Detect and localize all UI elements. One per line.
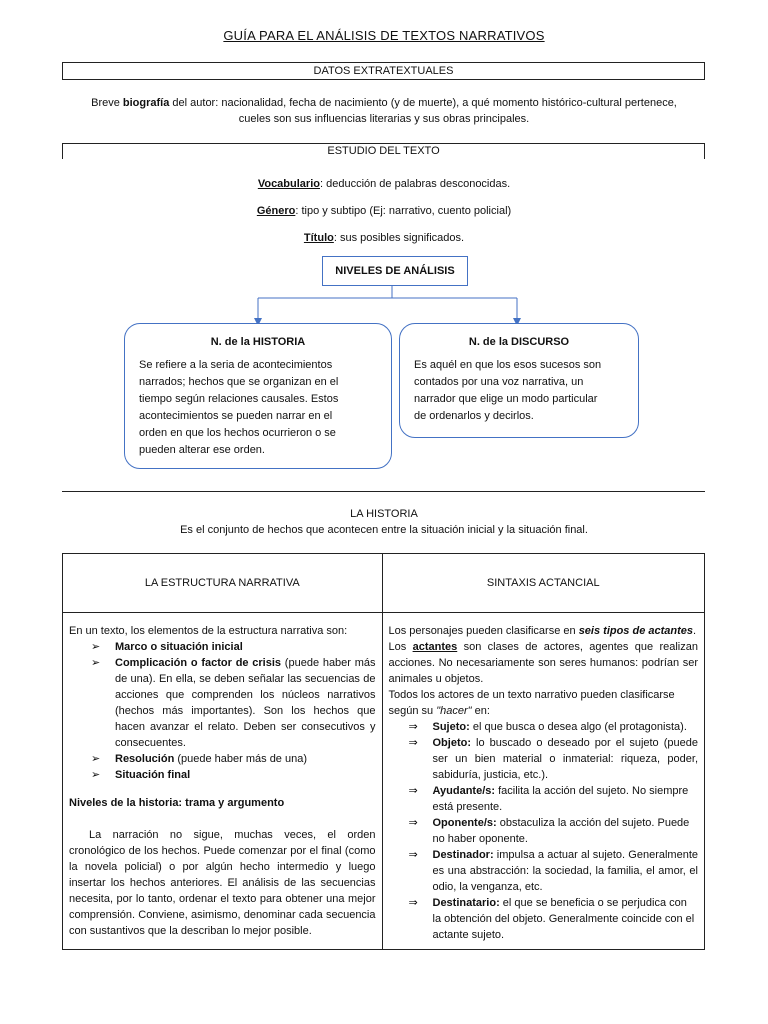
actante-bold: Destinatario: xyxy=(432,897,500,909)
genero-label: Género xyxy=(256,205,296,217)
niveles-historia-paragraph: La narración no sigue, muchas veces, el orden cronológico de los hechos. Puede comenzar por el final (como la novela policial) o por algún hecho intermedio y luego insertar los hechos anteriores. El análisis de las secuencias necesita, por lo tanto, ordenar el texto para obtener una mejor comprensión. Conviene, asimismo, denominar cada secuencia con sustantivos que la describan lo mejor posible. xyxy=(69,829,376,937)
implies-arrow-icon: ⇒ xyxy=(408,849,418,861)
implies-arrow-icon: ⇒ xyxy=(408,737,418,749)
actante-text: el que se beneficia o se perjudica con la obtención del objeto. Generalmente coincide con el actante sujeto. xyxy=(432,897,695,941)
nivel-historia-body xyxy=(139,357,377,459)
estructura-intro: En un texto, los elementos de la estructura narrativa son: xyxy=(69,625,348,637)
nivel-discurso-heading: N. de la DISCURSO xyxy=(468,336,570,348)
arrow-bullet-icon: ➢ xyxy=(91,657,101,669)
arrow-bullet-icon: ➢ xyxy=(91,753,101,765)
implies-arrow-icon: ⇒ xyxy=(408,785,418,797)
item-bold: Resolución xyxy=(115,753,175,765)
nivel-discurso-box xyxy=(399,323,639,438)
vocabulario-label: Vocabulario xyxy=(257,178,320,190)
col-header-sintaxis: SINTAXIS ACTANCIAL xyxy=(382,554,705,613)
implies-arrow-icon: ⇒ xyxy=(408,817,418,829)
item-bold: Complicación o factor de crisis xyxy=(115,657,282,669)
list-item xyxy=(389,815,699,847)
implies-arrow-icon: ⇒ xyxy=(408,897,418,909)
biografia-line2: cueles son sus influencias literarias y sus obras principales. xyxy=(238,113,530,125)
genero-text: : tipo y subtipo (Ej: narrativo, cuento policial) xyxy=(295,205,512,217)
table-header-row xyxy=(63,554,705,613)
list-item xyxy=(389,895,699,943)
actante-text: facilita la acción del sujeto. No siempre está presente. xyxy=(432,785,689,813)
list-item xyxy=(69,751,376,767)
titulo-text: : sus posibles significados. xyxy=(333,232,465,244)
historia-line: Se refiere a la seria de acontecimientos xyxy=(139,359,333,371)
historia-line: acontecimientos se pueden narrar en el xyxy=(139,410,333,422)
table-body-row xyxy=(63,613,705,950)
actante-text: impulsa a actuar al sujeto. Generalmente es una abstracción: la sociedad, la familia, el amor, el odio, la venganza, etc. xyxy=(432,849,698,893)
list-item xyxy=(389,783,699,815)
estructura-cell xyxy=(63,613,383,950)
titulo-label: Título xyxy=(303,232,334,244)
actante-bold: Oponente/s: xyxy=(432,817,497,829)
discurso-line: narrador que elige un modo particular xyxy=(414,393,598,405)
actante-text: lo buscado o deseado por el sujeto (puede ser un bien material o inmaterial: riqueza, poder, sabiduría, justicia, etc.). xyxy=(432,737,698,781)
sintaxis-cell xyxy=(382,613,705,950)
historia-line: tiempo según relaciones causales. Estos xyxy=(139,393,339,405)
p2-pre: Los xyxy=(388,641,413,653)
list-item xyxy=(69,655,376,751)
p2-post: son clases de actores, agentes que realizan acciones. No necesariamente son seres humanos: podrían ser animales u objetos. xyxy=(388,641,698,685)
p1-pre: Los personajes pueden clasificarse en xyxy=(388,625,579,637)
list-item xyxy=(69,767,376,783)
item-bold: Situación final xyxy=(115,769,191,781)
nivel-historia-box xyxy=(124,323,392,469)
item-bold: Marco o situación inicial xyxy=(115,641,243,653)
list-item xyxy=(389,847,699,895)
vocabulario-text: : deducción de palabras desconocidas. xyxy=(319,178,511,190)
implies-arrow-icon: ⇒ xyxy=(408,721,418,733)
section-divider xyxy=(62,491,705,492)
actante-bold: Sujeto: xyxy=(432,721,470,733)
discurso-line: de ordenarlos y decirlos. xyxy=(414,410,534,422)
biografia-bold: biografía xyxy=(122,97,170,109)
p3-italic: "hacer" xyxy=(436,705,472,717)
list-item xyxy=(69,639,376,655)
nivel-discurso-body xyxy=(414,357,624,425)
niveles-analisis-box: NIVELES DE ANÁLISIS xyxy=(322,256,468,286)
item-text: (puede haber más de una) xyxy=(174,753,307,765)
list-item xyxy=(389,735,699,783)
arrow-bullet-icon: ➢ xyxy=(91,641,101,653)
p3-pre: Todos los actores de un texto narrativo pueden clasificarse según su xyxy=(388,689,675,717)
niveles-historia-heading: Niveles de la historia: trama y argumento xyxy=(69,797,285,809)
historia-line: pueden alterar ese orden. xyxy=(139,444,265,456)
actantes-clasificacion xyxy=(389,687,699,719)
p2-bold: actantes xyxy=(412,641,458,653)
la-historia-heading: LA HISTORIA xyxy=(350,508,418,520)
historia-table xyxy=(62,553,705,950)
la-historia-subtitle: Es el conjunto de hechos que acontecen entre la situación inicial y la situación final. xyxy=(180,524,588,536)
p1-post: . xyxy=(693,625,697,637)
actantes-intro xyxy=(389,623,699,639)
actante-text: obstaculiza la acción del sujeto. Puede no haber oponente. xyxy=(432,817,690,845)
actante-text: el que busca o desea algo (el protagonista). xyxy=(469,721,687,733)
biografia-post: del autor: nacionalidad, fecha de nacimiento (y de muerte), a qué momento histórico-cultural pertenece, xyxy=(169,97,677,109)
col-header-estructura: LA ESTRUCTURA NARRATIVA xyxy=(63,554,383,613)
historia-line: orden en que los hechos ocurrieron o se xyxy=(139,427,336,439)
datos-extratextuales-header: DATOS EXTRATEXTUALES xyxy=(62,62,705,80)
list-item xyxy=(389,719,699,735)
arrow-bullet-icon: ➢ xyxy=(91,769,101,781)
discurso-line: contados por una voz narrativa, un xyxy=(414,376,584,388)
actante-bold: Ayudante/s: xyxy=(432,785,496,797)
actante-bold: Destinador: xyxy=(432,849,494,861)
discurso-line: Es aquél en que los esos sucesos son xyxy=(414,359,602,371)
estudio-texto-header: ESTUDIO DEL TEXTO xyxy=(62,143,705,159)
biografia-pre: Breve xyxy=(91,97,123,109)
item-text: (puede haber más de una). En ella, se deben señalar las secuencias de acciones que comprenden los núcleos narrativos (hechos más importantes). Son los hechos que hacen avanzar el relato. Deben ser consecutivos y consecuentes. xyxy=(115,657,376,749)
page-title: GUÍA PARA EL ANÁLISIS DE TEXTOS NARRATIVOS xyxy=(223,28,545,43)
p1-bold: seis tipos de actantes xyxy=(578,625,694,637)
actantes-definition xyxy=(389,639,699,687)
actante-bold: Objeto: xyxy=(432,737,471,749)
historia-line: narrados; hechos que se organizan en el xyxy=(139,376,339,388)
actantes-list xyxy=(389,719,699,943)
nivel-historia-heading: N. de la HISTORIA xyxy=(210,336,306,348)
estructura-list xyxy=(69,639,376,783)
p3-post: en: xyxy=(471,705,490,717)
